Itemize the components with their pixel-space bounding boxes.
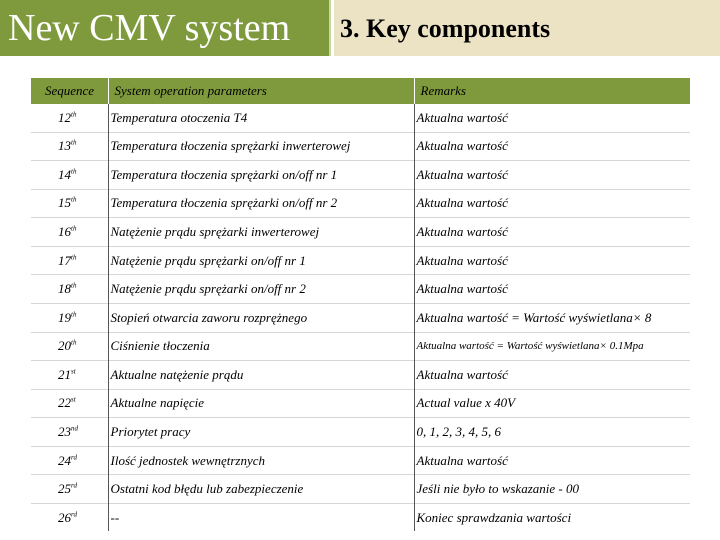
sequence-cell [31, 218, 108, 247]
sequence-number: 23 [58, 423, 71, 439]
table-row [31, 275, 690, 304]
remark-cell: Actual value x 40V [414, 389, 690, 418]
sequence-number: 24 [58, 452, 71, 468]
remark-cell: Aktualna wartość [414, 446, 690, 475]
ordinal-suffix: th [71, 110, 77, 119]
table-row [31, 104, 690, 132]
table-row [31, 161, 690, 190]
table-row [31, 189, 690, 218]
slide-subtitle: 3. Key components [334, 0, 720, 56]
column-header-parameters: System operation parameters [108, 78, 414, 104]
parameter-cell: Temperatura tłoczenia sprężarki inwerterowej [108, 132, 414, 161]
remark-cell: Aktualna wartość [414, 161, 690, 190]
ordinal-suffix: th [71, 338, 77, 347]
parameter-cell: Temperatura tłoczenia sprężarki on/off nr 1 [108, 161, 414, 190]
remark-cell: Aktualna wartość = Wartość wyświetlana× 8 [414, 303, 690, 332]
ordinal-suffix: th [71, 310, 77, 319]
slide-title: New CMV system [0, 0, 331, 56]
sequence-number: 19 [58, 309, 71, 325]
remark-cell: Aktualna wartość [414, 275, 690, 304]
column-header-remarks: Remarks [414, 78, 690, 104]
ordinal-suffix: rd [71, 481, 77, 490]
sequence-cell [31, 361, 108, 390]
remark-cell: Aktualna wartość [414, 246, 690, 275]
table-row [31, 332, 690, 361]
remark-cell: Koniec sprawdzania wartości [414, 503, 690, 531]
sequence-cell [31, 389, 108, 418]
parameter-cell: Temperatura otoczenia T4 [108, 104, 414, 132]
ordinal-suffix: rd [71, 510, 77, 519]
ordinal-suffix: st [71, 396, 76, 405]
sequence-number: 26 [58, 509, 71, 525]
table-row [31, 303, 690, 332]
remark-cell: 0, 1, 2, 3, 4, 5, 6 [414, 418, 690, 447]
parameter-cell: Natężenie prądu sprężarki on/off nr 1 [108, 246, 414, 275]
ordinal-suffix: st [71, 367, 76, 376]
sequence-cell [31, 104, 108, 132]
sequence-number: 15 [58, 195, 71, 211]
table-header-row [31, 78, 690, 104]
remark-cell: Aktualna wartość [414, 132, 690, 161]
sequence-number: 12 [58, 109, 71, 125]
ordinal-suffix: th [71, 167, 77, 176]
table-row [31, 218, 690, 247]
table-row [31, 475, 690, 504]
remark-cell: Aktualna wartość [414, 104, 690, 132]
sequence-cell [31, 303, 108, 332]
parameter-cell: Natężenie prądu sprężarki on/off nr 2 [108, 275, 414, 304]
sequence-number: 20 [58, 338, 71, 354]
table-row [31, 361, 690, 390]
parameter-cell: Priorytet pracy [108, 418, 414, 447]
sequence-cell [31, 332, 108, 361]
ordinal-suffix: th [71, 139, 77, 148]
ordinal-suffix: th [71, 196, 77, 205]
parameter-cell: Aktualne napięcie [108, 389, 414, 418]
sequence-number: 13 [58, 138, 71, 154]
sequence-cell [31, 446, 108, 475]
parameter-cell: Temperatura tłoczenia sprężarki on/off nr 2 [108, 189, 414, 218]
sequence-number: 16 [58, 224, 71, 240]
table-row [31, 246, 690, 275]
ordinal-suffix: th [71, 224, 77, 233]
parameters-table [31, 78, 690, 531]
parameter-cell: Ilość jednostek wewnętrznych [108, 446, 414, 475]
sequence-number: 18 [58, 281, 71, 297]
table-row [31, 503, 690, 531]
parameter-cell: Natężenie prądu sprężarki inwerterowej [108, 218, 414, 247]
remark-cell: Jeśli nie było to wskazanie - 00 [414, 475, 690, 504]
ordinal-suffix: nd [71, 424, 78, 433]
sequence-number: 22 [58, 395, 71, 411]
parameter-cell: Ciśnienie tłoczenia [108, 332, 414, 361]
sequence-number: 17 [58, 252, 71, 268]
remark-cell: Aktualna wartość = Wartość wyświetlana× 0.1Mpa [414, 332, 690, 361]
parameter-cell: Ostatni kod błędu lub zabezpieczenie [108, 475, 414, 504]
sequence-number: 21 [58, 366, 71, 382]
table-row [31, 446, 690, 475]
ordinal-suffix: rd [71, 453, 77, 462]
remark-cell: Aktualna wartość [414, 361, 690, 390]
column-header-sequence: Sequence [31, 78, 108, 104]
remark-cell: Aktualna wartość [414, 218, 690, 247]
sequence-cell [31, 189, 108, 218]
parameter-cell: -- [108, 503, 414, 531]
ordinal-suffix: th [71, 253, 77, 262]
sequence-number: 14 [58, 166, 71, 182]
table-row [31, 389, 690, 418]
sequence-cell [31, 475, 108, 504]
parameter-cell: Aktualne natężenie prądu [108, 361, 414, 390]
sequence-cell [31, 161, 108, 190]
remark-cell: Aktualna wartość [414, 189, 690, 218]
sequence-cell [31, 503, 108, 531]
sequence-cell [31, 275, 108, 304]
table-row [31, 132, 690, 161]
sequence-cell [31, 246, 108, 275]
sequence-cell [31, 418, 108, 447]
parameter-cell: Stopień otwarcia zaworu rozprężnego [108, 303, 414, 332]
sequence-number: 25 [58, 481, 71, 497]
ordinal-suffix: th [71, 281, 77, 290]
table-row [31, 418, 690, 447]
sequence-cell [31, 132, 108, 161]
